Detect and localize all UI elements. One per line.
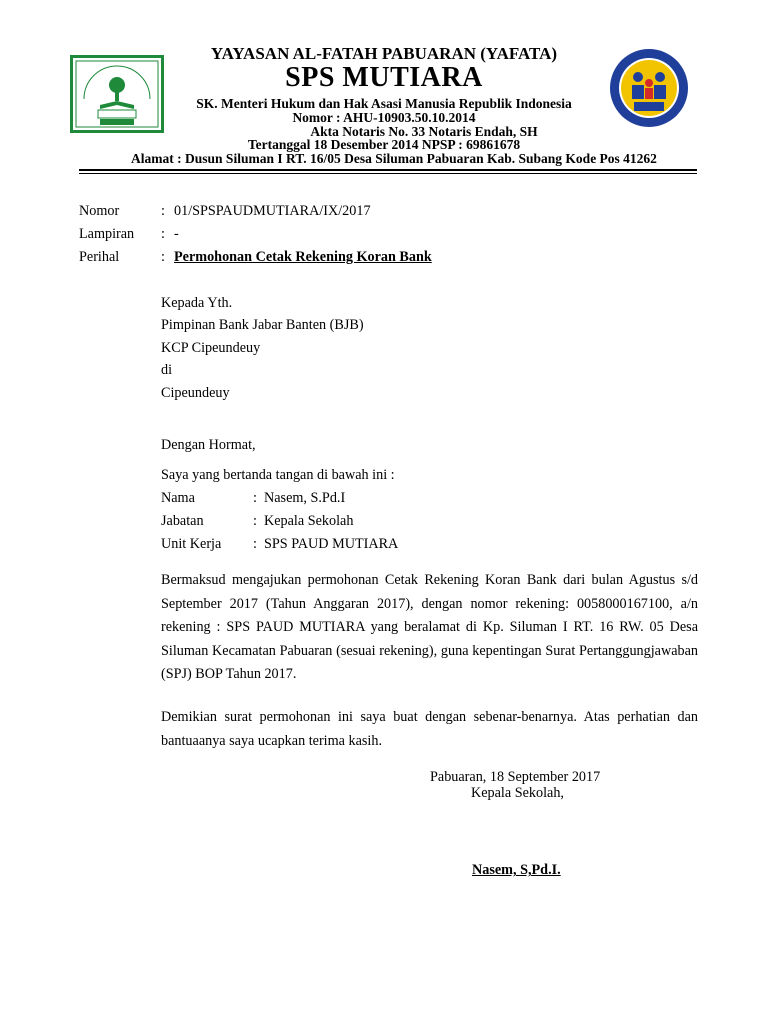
signer-name: Nasem, S,Pd.I. — [472, 862, 561, 878]
perihal-label: Perihal — [79, 249, 120, 265]
salutation: Dengan Hormat, — [161, 437, 256, 453]
recipient-line-4: Cipeundeuy — [161, 385, 230, 401]
body-paragraph-2: Demikian surat permohonan ini saya buat dengan sebenar-benarnya. Atas perhatian dan bantuaanya saya ucapkan terima kasih. — [161, 709, 698, 749]
nomor-value: 01/SPSPAUDMUTIARA/IX/2017 — [174, 203, 371, 219]
recipient-line-3: di — [161, 362, 173, 378]
nomor-label: Nomor — [79, 203, 120, 219]
sk-line: SK. Menteri Hukum dan Hak Asasi Manusia Republik Indonesia — [196, 96, 572, 111]
field-value-unit-kerja: SPS PAUD MUTIARA — [264, 536, 399, 552]
lampiran-label: Lampiran — [79, 226, 135, 242]
address-line: Alamat : Dusun Siluman I RT. 16/05 Desa Siluman Pabuaran Kab. Subang Kode Pos 41262 — [131, 151, 657, 166]
recipient-greeting: Kepada Yth. — [161, 295, 233, 311]
intro-line: Saya yang bertanda tangan di bawah ini : — [161, 467, 395, 483]
school-name: SPS MUTIARA — [285, 62, 483, 93]
signer-position: Kepala Sekolah, — [471, 785, 564, 801]
date-npsp-line: Tertanggal 18 Desember 2014 NPSP : 69861678 — [247, 137, 521, 152]
body-paragraph-1: Bermaksud mengajukan permohonan Cetak Rekening Koran Bank dari bulan Agustus s/d September 2017 (Tahun Anggaran 2017), dengan nomor rekening: 0058000167100, a/n rekening : SPS PAUD MUTIARA yang beralamat di Kp. Siluman I RT. 16 RW. 05 Desa Siluman Kecamatan Pabuaran (sesuai rekening), guna kepentingan Surat Pertanggungjawaban (SPJ) BOP Tahun 2017. — [161, 572, 698, 682]
field-colon: : — [253, 490, 257, 506]
header-rule-thick — [79, 169, 697, 171]
recipient-line-2: KCP Cipeundeuy — [161, 340, 261, 356]
field-label-nama: Nama — [161, 490, 195, 506]
place-date: Pabuaran, 18 September 2017 — [430, 769, 601, 785]
field-colon: : — [253, 536, 257, 552]
recipient-line-1: Pimpinan Bank Jabar Banten (BJB) — [161, 317, 364, 333]
yayasan-name: YAYASAN AL-FATAH PABUARAN (YAFATA) — [210, 44, 558, 63]
header-rule-thin — [79, 173, 697, 174]
field-value-nama: Nasem, S.Pd.I — [264, 490, 346, 506]
ahu-number: Nomor : AHU-10903.50.10.2014 — [292, 110, 476, 125]
lampiran-value: - — [174, 226, 179, 242]
field-label-unit-kerja: Unit Kerja — [161, 536, 222, 552]
perihal-value: Permohonan Cetak Rekening Koran Bank — [174, 249, 432, 265]
perihal-colon: : — [161, 249, 165, 265]
akta-line: Akta Notaris No. 33 Notaris Endah, SH — [310, 124, 538, 139]
field-label-jabatan: Jabatan — [161, 513, 204, 529]
nomor-colon: : — [161, 203, 165, 219]
field-colon: : — [253, 513, 257, 529]
lampiran-colon: : — [161, 226, 165, 242]
field-value-jabatan: Kepala Sekolah — [264, 513, 354, 529]
